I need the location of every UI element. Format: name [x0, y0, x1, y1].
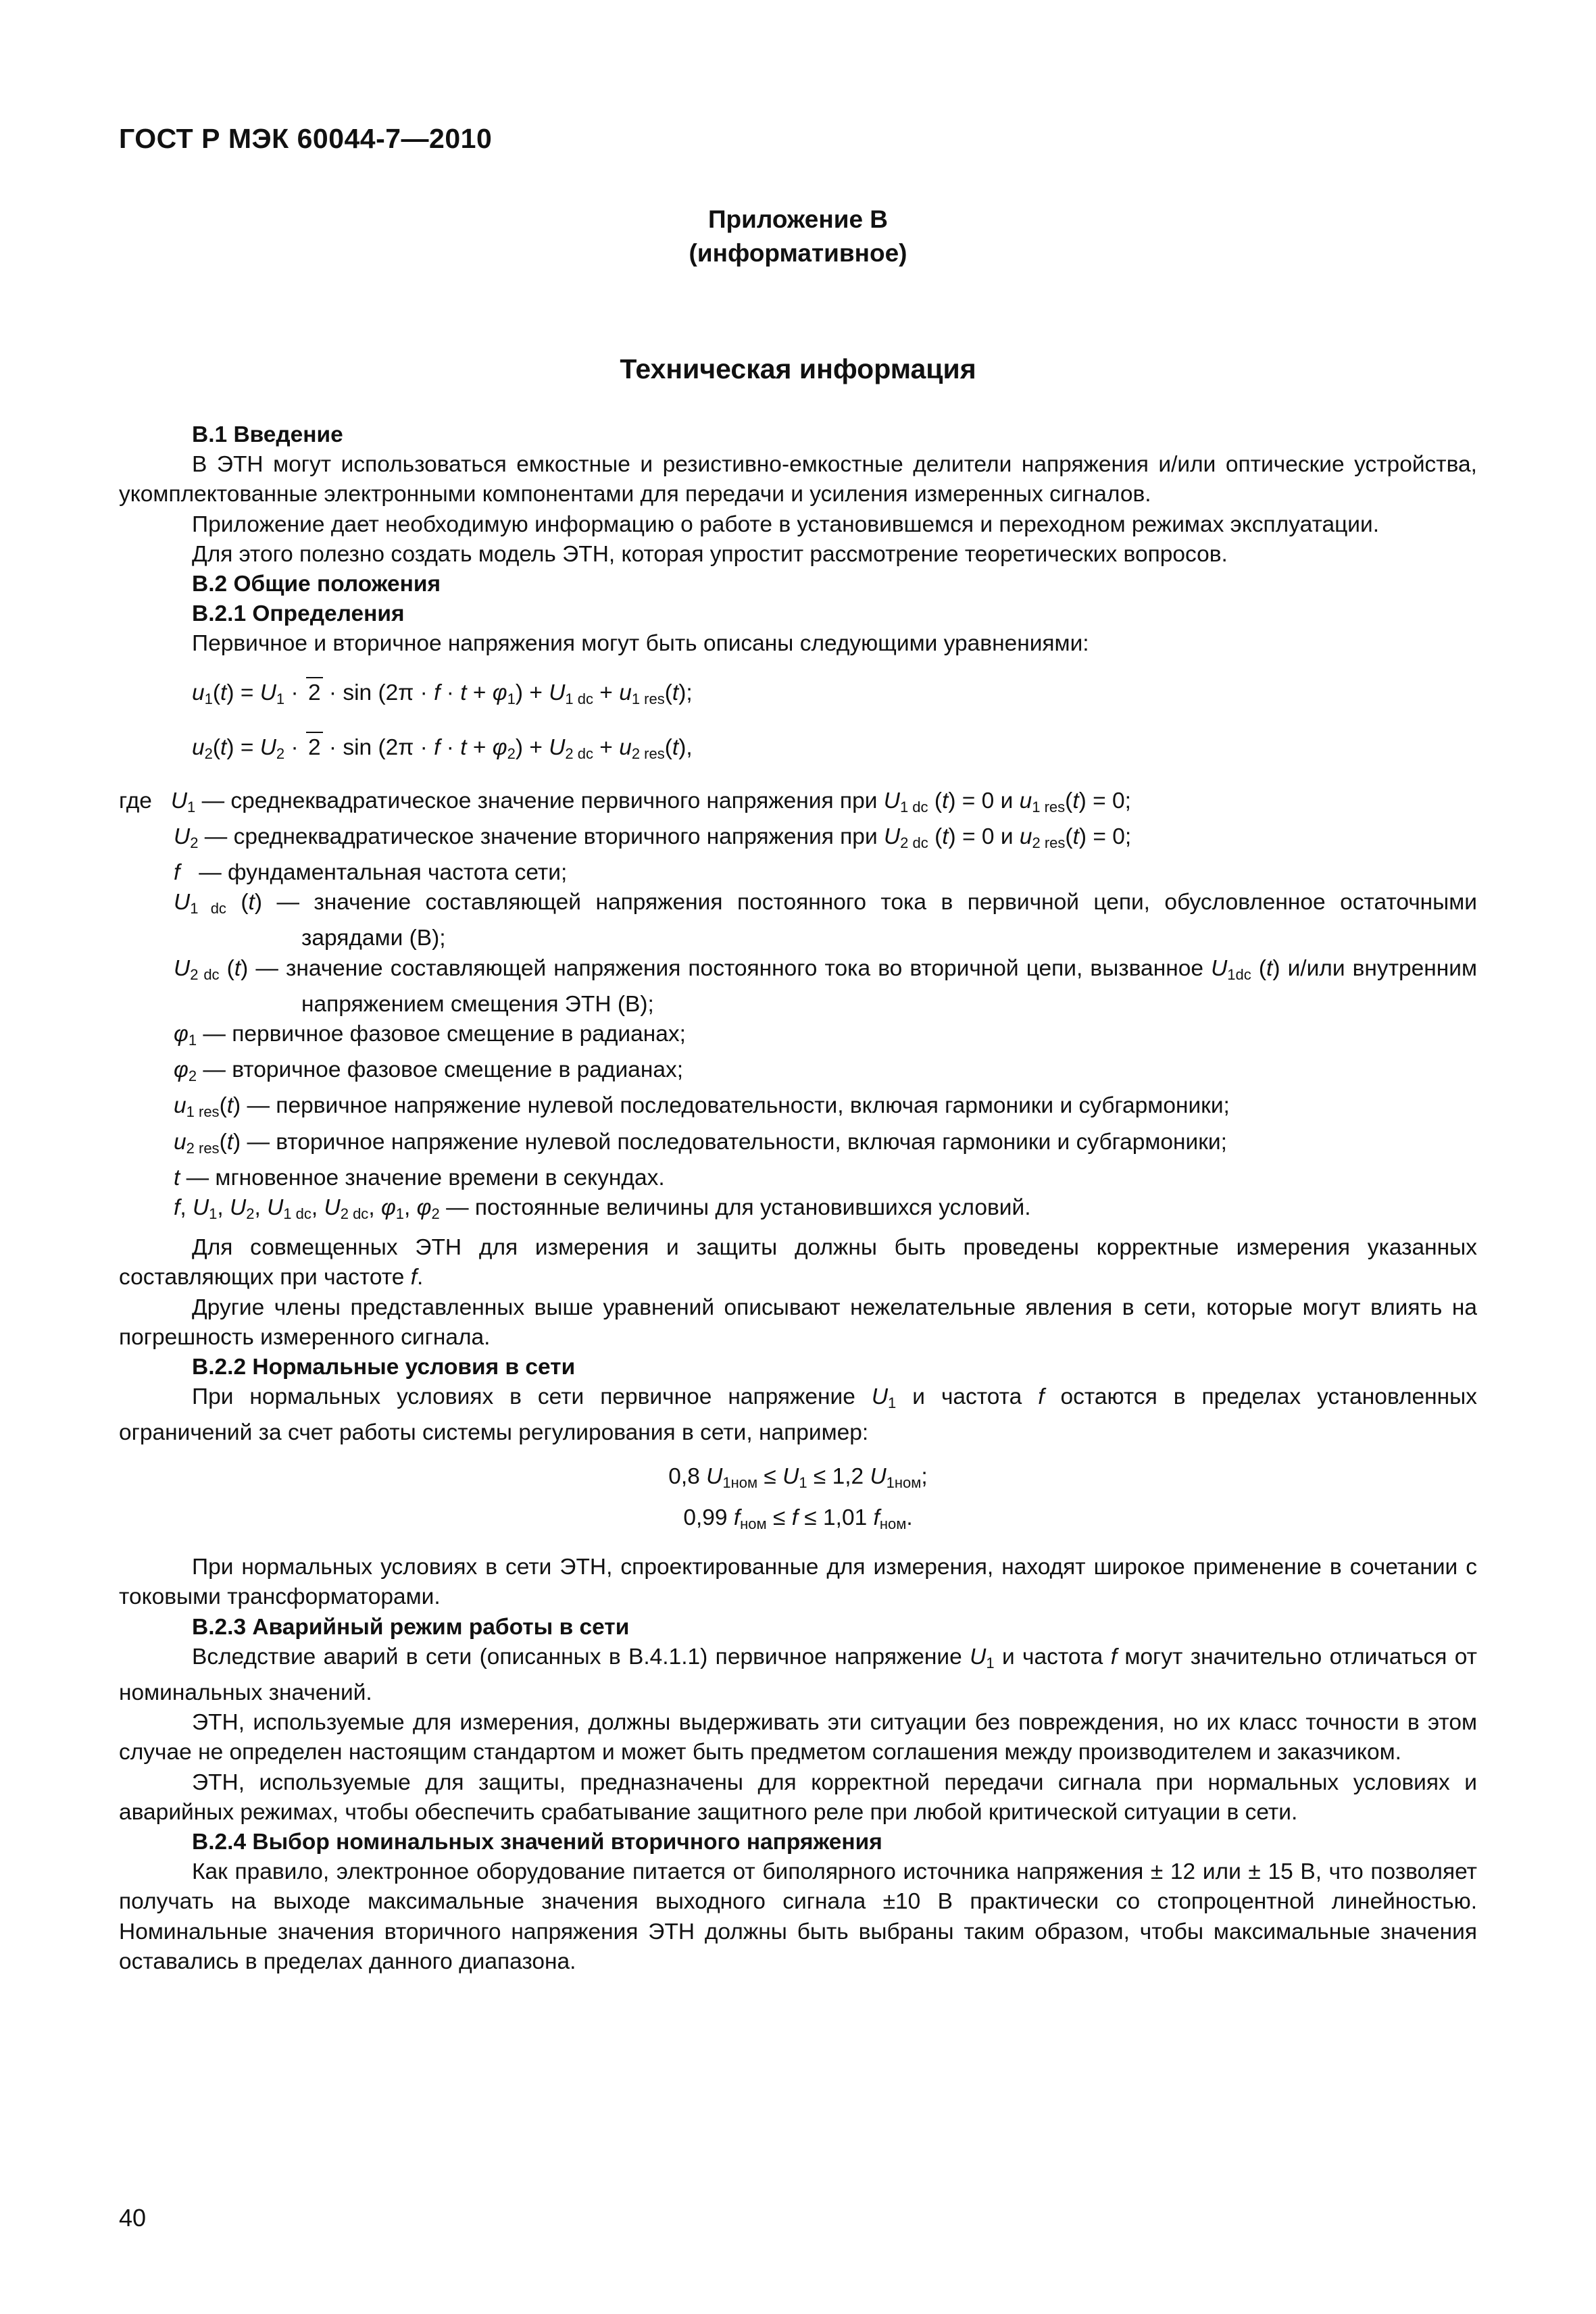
paragraph: ЭТН, используемые для защиты, предназначены для корректной передачи сигнала при нормальных условиях и аварийных режимах, чтобы обеспечить срабатывание защитного реле при любой критической ситуации в сети. — [119, 1769, 1477, 1825]
section-heading: В.1 Введение — [192, 422, 343, 447]
paragraph: Вследствие аварий в сети (описанных в В.4.1.1) первичное напряжение $U_1$ и частота f могут значительно отличаться от номинальных значений. — [119, 1644, 1478, 1705]
definition-row: f — фундаментальная частота сети; — [174, 860, 568, 886]
paragraph: Первичное и вторичное напряжения могут быть описаны следующими уравнениями: — [192, 631, 1089, 657]
equation-u1: $u_1(t) = U_1 \cdot 2 \cdot \sin (2\pi \cdot f \cdot t + \varphi_1) + U_{1 dc} + u_{1 res}(t)$; — [119, 677, 1477, 714]
definition-row: $\varphi_2$ — вторичное фазовое смещение в радианах; — [174, 1057, 684, 1085]
definition-row: $U_{2 dc}$ (t) — значение составляющей напряжения постоянного тока во вторичной цепи, вызванное $U_{1dc}$ (t) и/или внутренним напряжением смещения ЭТН (В); — [174, 955, 1478, 1017]
annex-type: (информативное) — [689, 239, 907, 267]
document-header: ГОСТ Р МЭК 60044-7—2010 — [119, 123, 493, 154]
paragraph: Как правило, электронное оборудование питается от биполярного источника напряжения ± 12 или ± 15 В, что позволяет получать на выходе максимальные значения выходного сигнала ±10 В практически со стопроцентной линейностью. Номинальные значения вторичного напряжения ЭТН должны быть выбраны таким образом, чтобы максимальные значения оставались в пределах данного диапазона. — [119, 1859, 1477, 1974]
page-number: 40 — [119, 2204, 147, 2232]
equation-u2: $u_2(t) = U_2 \cdot 2 \cdot \sin (2\pi \cdot f \cdot t + \varphi_2) + U_{2 dc} + u_{2 res}(t)$, — [119, 732, 1477, 769]
paragraph: Для совмещенных ЭТН для измерения и защиты должны быть проведены корректные измерения указанных составляющих при частоте f. — [119, 1235, 1477, 1290]
section-heading: В.2.2 Нормальные условия в сети — [192, 1355, 576, 1380]
definition-row: $\varphi_1$ — первичное фазовое смещение в радианах; — [174, 1022, 686, 1049]
section-heading: В.2.4 Выбор номинальных значений вторичного напряжения — [192, 1829, 882, 1855]
section-heading: В.2 Общие положения — [192, 572, 441, 597]
paragraph: При нормальных условиях в сети ЭТН, спроектированные для измерения, находят широкое применение в сочетании с токовыми трансформаторами. — [119, 1555, 1477, 1610]
paragraph: Другие члены представленных выше уравнений описывают нежелательные явления в сети, которые могут влиять на погрешность измеренного сигнала. — [119, 1294, 1477, 1350]
annex-label: Приложение В — [707, 205, 889, 233]
definition-row: $U_2$ — среднеквадратическое значение вторичного напряжения при $U_{2 dc}$ (t) = 0 и $u_{2 res}(t) = 0$; — [174, 824, 1132, 851]
paragraph: В ЭТН могут использоваться емкостные и резистивно-емкостные делители напряжения и/или оптические устройства, укомплектованные электронными компонентами для передачи и усиления измеренных сигналов. — [119, 452, 1477, 507]
document-body — [119, 420, 1477, 1977]
definition-row: $U_{1 dc}$ (t) — значение составляющей напряжения постоянного тока в первичной цепи, обусловленное остаточными зарядами (В); — [174, 890, 1477, 951]
paragraph: Приложение дает необходимую информацию о работе в установившемся и переходном режимах эксплуатации. — [192, 511, 1379, 537]
condition-frequency: 0,99 $f_{ном} \le f \le 1,01$ $f_{ном}$. — [683, 1505, 913, 1532]
annex-heading — [0, 203, 1596, 270]
definition-row: $u_{2 res}(t)$ — вторичное напряжение нулевой последовательности, включая гармоники и субгармоники; — [174, 1129, 1227, 1157]
definition-row: t — мгновенное значение времени в секундах. — [174, 1165, 665, 1190]
paragraph: Для этого полезно создать модель ЭТН, которая упростит рассмотрение теоретических вопросов. — [192, 541, 1228, 567]
paragraph: ЭТН, используемые для измерения, должны выдерживать эти ситуации без повреждения, но их класс точности в этом случае не определен настоящим стандартом и может быть предметом соглашения между производителем и заказчиком. — [119, 1710, 1477, 1765]
definition-row: f, $U_1$, $U_2$, $U_{1 dc}$, $U_{2 dc}$, $\varphi_1$, $\varphi_2$ — постоянные величины для установившихся условий. — [174, 1195, 1031, 1223]
paragraph: При нормальных условиях в сети первичное напряжение $U_1$ и частота f остаются в пределах установленных ограничений за счет работы системы регулирования в сети, например: — [119, 1384, 1477, 1446]
section-heading: В.2.3 Аварийный режим работы в сети — [192, 1614, 630, 1640]
definition-row: $u_{1 res}(t)$ — первичное напряжение нулевой последовательности, включая гармоники и субгармоники; — [174, 1093, 1230, 1121]
definitions-list — [119, 786, 1477, 1230]
condition-voltage: 0,8 $U_{1ном} \le U_1 \le 1,2$ $U_{1ном}$; — [668, 1463, 928, 1491]
annex-title: Техническая информация — [620, 353, 976, 384]
section-heading: В.2.1 Определения — [192, 601, 405, 627]
definition-row: где $U_1$ — среднеквадратическое значение первичного напряжения при $U_{1 dc}$ (t) = 0 и $u_{1 res}(t) = 0$; — [119, 788, 1131, 815]
